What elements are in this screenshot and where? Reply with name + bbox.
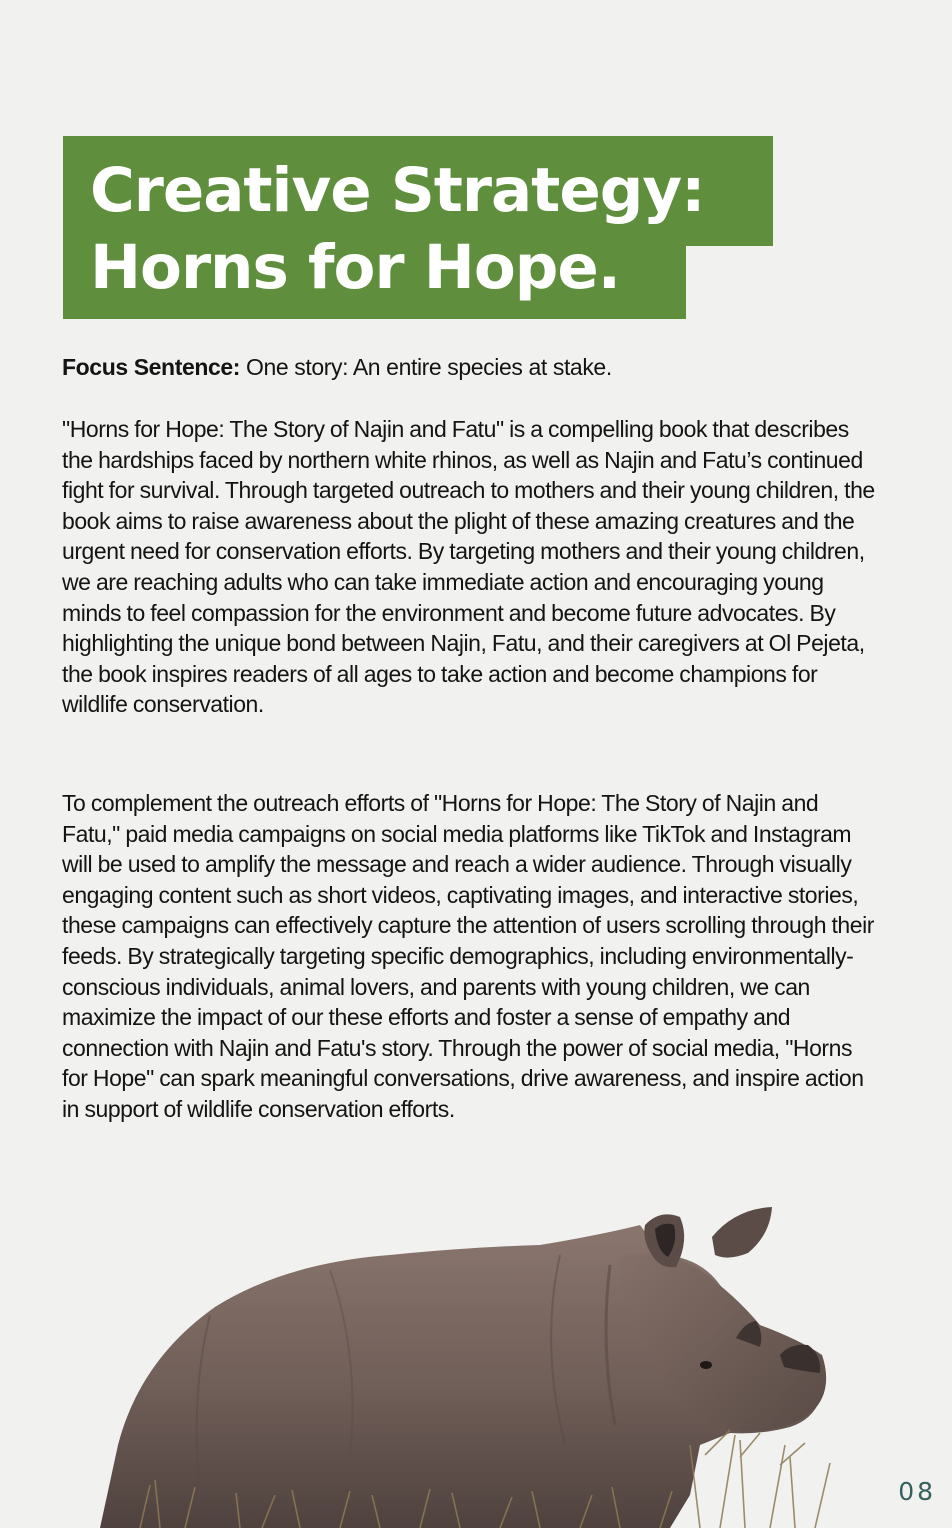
rhino-image [0, 1195, 952, 1528]
focus-text: One story: An entire species at stake. [240, 354, 612, 380]
focus-sentence [62, 352, 882, 383]
page-title-line-2: Horns for Hope. [63, 228, 686, 319]
page-number: 08 [898, 1477, 936, 1506]
body-paragraph-2: To complement the outreach efforts of "Horns for Hope: The Story of Najin and Fatu," paid media campaigns on social media platforms like TikTok and Instagram will be used to amplify the message and reach a wider audience. Through visually engaging content such as short videos, captivating images, and interactive stories, these campaigns can effectively capture the attention of users scrolling through their feeds. By strategically targeting specific demographics, including environmentally-conscious individuals, animal lovers, and parents with young children, we can maximize the impact of our these efforts and foster a sense of empathy and connection with Najin and Fatu's story. Through the power of social media, "Horns for Hope" can spark meaningful conversations, drive awareness, and inspire action in support of wildlife conservation efforts. [62, 790, 874, 1122]
body-paragraph-1: "Horns for Hope: The Story of Najin and Fatu" is a compelling book that describes the hardships faced by northern white rhinos, as well as Najin and Fatu’s continued fight for survival. Through targeted outreach to mothers and their young children, the book aims to raise awareness about the plight of these amazing creatures and the urgent need for conservation efforts. By targeting mothers and their young children, we are reaching adults who can take immediate action and encouraging young minds to feel compassion for the environment and become future advocates. By highlighting the unique bond between Najin, Fatu, and their caregivers at Ol Pejeta, the book inspires readers of all ages to take action and become champions for wildlife conservation. [62, 416, 875, 718]
focus-label: Focus Sentence: [62, 354, 241, 380]
page-title-line-1: Creative Strategy: [63, 136, 773, 246]
